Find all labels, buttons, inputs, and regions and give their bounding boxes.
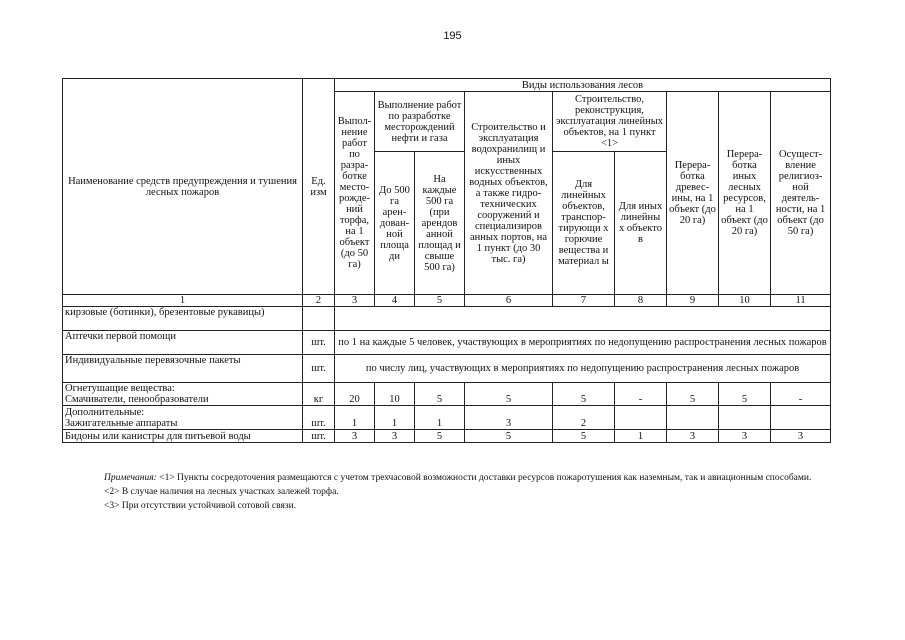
row-boots-span — [335, 307, 831, 331]
row-boots-name: кирзовые (ботинки), брезентовые рукавицы) — [63, 307, 303, 331]
table-cell: 5 — [719, 383, 771, 406]
section-title-extinguishing: Огнетушащие вещества: — [65, 383, 175, 394]
col-number: 3 — [335, 295, 375, 307]
col-number: 6 — [465, 295, 553, 307]
note-1-text: <1> Пункты сосредоточения размещаются с учетом трехчасовой возможности доставки ресурсов пожаротушения как наземным, так и авиационным способами. — [159, 473, 812, 483]
col-number: 11 — [771, 295, 831, 307]
header-other-resources: Перера-ботка иных лесных ресурсов, на 1 объект (до 20 га) — [719, 92, 771, 295]
page-number: 195 — [443, 30, 462, 42]
col-number: 8 — [615, 295, 667, 307]
table-cell: 1 — [615, 430, 667, 443]
header-each-500: На каждые 500 га (при арендов анной площад и свыше 500 га) — [415, 152, 465, 295]
row-igniters-unit: шт. — [303, 406, 335, 430]
table-cell: 3 — [771, 430, 831, 443]
row-firstaid-unit: шт. — [303, 331, 335, 355]
row-bandage-name: Индивидуальные перевязочные пакеты — [63, 355, 303, 383]
table-cell: 1 — [375, 406, 415, 430]
table-cell: 3 — [465, 406, 553, 430]
table-cell: 5 — [465, 383, 553, 406]
row-bandage-unit: шт. — [303, 355, 335, 383]
row-bandage-span: по числу лиц, участвующих в мероприятиях по недопущению распространения лесных пожаров — [335, 355, 831, 383]
table-cell: 10 — [375, 383, 415, 406]
table-cell: 20 — [335, 383, 375, 406]
notes-section — [104, 472, 824, 514]
header-peat: Выпол-нение работ по разра-ботке место-рожде-ний торфа, на 1 объект (до 50 га) — [335, 92, 375, 295]
row-wetting-unit: кг — [303, 383, 335, 406]
header-unit: Ед. изм — [303, 79, 335, 295]
table-cell: 5 — [553, 430, 615, 443]
table-cell: 3 — [335, 430, 375, 443]
row-cans-unit: шт. — [303, 430, 335, 443]
table-cell: 3 — [375, 430, 415, 443]
notes-label: Примечания: — [104, 473, 157, 483]
col-number: 10 — [719, 295, 771, 307]
header-linear-other: Для иных линейны х объекто в — [615, 152, 667, 295]
row-wetting-label: Смачиватели, пенообразователи — [65, 394, 209, 405]
table-cell: 5 — [667, 383, 719, 406]
table-cell — [719, 406, 771, 430]
header-name: Наименование средств предупреждения и тушения лесных пожаров — [63, 79, 303, 295]
col-number: 1 — [63, 295, 303, 307]
header-wood-processing: Перера-ботка древес-ины, на 1 объект (до 20 га) — [667, 92, 719, 295]
table-cell: 5 — [415, 383, 465, 406]
header-linear-objects: Строительство, реконструкция, эксплуатация линейных объектов, на 1 пункт <1> — [553, 92, 667, 152]
table-cell: - — [771, 383, 831, 406]
row-igniters-name — [63, 406, 303, 430]
table-cell — [615, 406, 667, 430]
table-cell: 2 — [553, 406, 615, 430]
header-reservoirs: Строительство и эксплуатация водохранилищ и иных искусственных водных объектов, а также гидро-технических сооружений и специализиров анных портов, на 1 пункт (до 30 тыс. га) — [465, 92, 553, 295]
header-linear-flammable: Для линейных объектов, транспор-тирующи х горючие вещества и материал ы — [553, 152, 615, 295]
table-cell: 5 — [415, 430, 465, 443]
header-forest-use-types: Виды использования лесов — [335, 79, 831, 92]
table-cell: 5 — [465, 430, 553, 443]
row-igniters-label: Зажигательные аппараты — [65, 417, 178, 429]
row-firstaid-name: Аптечки первой помощи — [63, 331, 303, 355]
col-number: 5 — [415, 295, 465, 307]
table-cell: 3 — [667, 430, 719, 443]
header-up-to-500: До 500 га арен-дован-ной площа ди — [375, 152, 415, 295]
fire-equipment-table — [62, 78, 831, 443]
table-cell: 1 — [415, 406, 465, 430]
col-number: 9 — [667, 295, 719, 307]
note-1 — [104, 472, 824, 484]
table-cell: 1 — [335, 406, 375, 430]
table-cell: 5 — [553, 383, 615, 406]
col-number: 2 — [303, 295, 335, 307]
note-2: <2> В случае наличия на лесных участках залежей торфа. — [104, 487, 339, 497]
header-oil-gas: Выполнение работ по разработке месторождений нефти и газа — [375, 92, 465, 152]
row-boots-unit — [303, 307, 335, 331]
table-cell — [667, 406, 719, 430]
row-firstaid-span: по 1 на каждые 5 человек, участвующих в мероприятиях по недопущению распространения лесных пожаров — [335, 331, 831, 355]
section-title-additional: Дополнительные: — [65, 406, 145, 418]
col-number: 7 — [553, 295, 615, 307]
row-cans-name: Бидоны или канистры для питьевой воды — [63, 430, 303, 443]
header-religious: Осущест-вление религиоз-ной деятель-ности, на 1 объект (до 50 га) — [771, 92, 831, 295]
table-cell: - — [615, 383, 667, 406]
note-3: <3> При отсутствии устойчивой сотовой связи. — [104, 501, 297, 511]
table-cell — [771, 406, 831, 430]
table-cell: 3 — [719, 430, 771, 443]
col-number: 4 — [375, 295, 415, 307]
row-wetting-name — [63, 383, 303, 406]
